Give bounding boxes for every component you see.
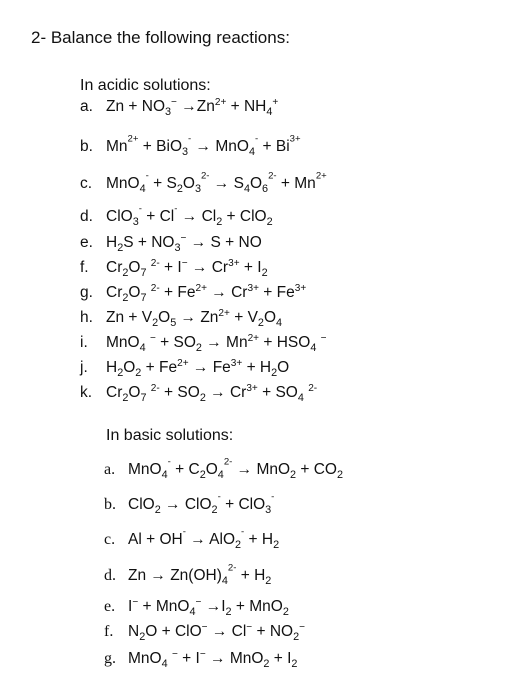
- reaction-equation: $MnO_4^- + C_2O_4^{2-} \to MnO_2 + CO_2$: [128, 456, 344, 481]
- reaction-equation: MnO$_4$ $^- + SO_2 \to Mn^{2+} + HSO_4$ −: [106, 332, 327, 354]
- reaction-item: [104, 649, 297, 669]
- reaction-label: i.: [80, 334, 88, 351]
- reaction-item: [80, 170, 327, 195]
- reaction-equation: $ClO_3^- + Cl^- \to Cl_2 + ClO_2$: [106, 203, 273, 228]
- reaction-equation: $Zn + NO_3^- \to Zn^{2+} + NH_4^+$: [106, 96, 279, 118]
- question-heading: 2- Balance the following reactions:: [31, 28, 290, 47]
- reaction-label: h.: [80, 309, 93, 326]
- reaction-label: f.: [80, 259, 89, 276]
- reaction-equation: $H_2S + NO_3^- \to S$ + NO: [106, 232, 262, 254]
- reaction-equation: $I^- + MnO_4^- \to I_2 + MnO_2$: [128, 596, 289, 618]
- reaction-label: d.: [80, 208, 93, 225]
- reaction-label: b.: [80, 138, 93, 155]
- reaction-label: b.: [104, 496, 116, 513]
- reaction-item: [104, 562, 272, 587]
- reaction-equation: $Cr_2O_7$ $^{2-} + SO_2 \to Cr^{3+} + SO_4$ $^{2-}$: [106, 382, 318, 404]
- reaction-label: a.: [80, 98, 93, 115]
- reaction-label: g.: [104, 650, 116, 667]
- reaction-item: [80, 333, 327, 353]
- reaction-equation: $MnO_4^- + S_2O_3^{2-} \to S_4O_6^{2-} + Mn^{2+}$: [106, 170, 327, 195]
- reaction-equation: ClO$_2$ → ClO$_2$- + ClO$_3$-: [128, 491, 275, 516]
- reaction-item: [80, 383, 317, 403]
- reaction-label: e.: [104, 598, 116, 615]
- reaction-label: j.: [80, 359, 88, 376]
- reaction-item: [104, 622, 305, 642]
- reaction-label: k.: [80, 384, 93, 401]
- reaction-label: c.: [80, 175, 93, 192]
- reaction-item: [80, 258, 268, 278]
- reaction-label: a.: [104, 461, 116, 478]
- reaction-equation: MnO$_4$ $^- + I^- \to MnO_2 + I_2$: [128, 648, 298, 670]
- reaction-item: [80, 97, 278, 117]
- reaction-item: [80, 283, 306, 303]
- reaction-item: [80, 133, 301, 158]
- reaction-item: [104, 597, 289, 617]
- reaction-item: [80, 233, 262, 253]
- reaction-label: g.: [80, 284, 93, 301]
- reaction-label: f.: [104, 623, 114, 640]
- reaction-equation: $H_2O_2 + Fe^{2+} \to Fe^{3+} + H_2O$: [106, 357, 290, 379]
- reaction-item: [80, 308, 282, 328]
- reaction-label: c.: [104, 531, 116, 548]
- reaction-label: d.: [104, 567, 116, 584]
- acidic-section-title: In acidic solutions:: [80, 77, 211, 94]
- reaction-equation: $Zn \to Zn(OH)_4^{2-} + H_2$: [128, 562, 272, 587]
- reaction-item: [80, 358, 289, 378]
- reaction-equation: $Zn + V_2O_5 \to Zn^{2+} + V_2O_4$: [106, 307, 283, 329]
- reaction-item: [104, 491, 275, 516]
- basic-section-title: In basic solutions:: [106, 427, 234, 444]
- reaction-label: e.: [80, 234, 93, 251]
- reaction-equation: $Al + OH^- \to AlO_2^- + H_2$: [128, 526, 280, 551]
- reaction-equation: $Cr_2O_7$ $^{2-} + I^- \to Cr^{3+} + I_2$: [106, 257, 268, 279]
- reaction-item: [80, 203, 273, 228]
- reaction-item: [104, 456, 344, 481]
- reaction-item: [104, 526, 280, 551]
- reaction-equation: $Cr_2O_7$ $^{2-} + Fe^{2+} \to Cr^{3+} + Fe^{3+}$: [106, 282, 307, 304]
- reaction-equation: $Mn^{2+} + BiO_3^- \to MnO_4^- + Bi^{3+}$: [106, 133, 301, 158]
- reaction-equation: $N_2O + ClO^- \to Cl^- + NO_2^-$: [128, 621, 306, 643]
